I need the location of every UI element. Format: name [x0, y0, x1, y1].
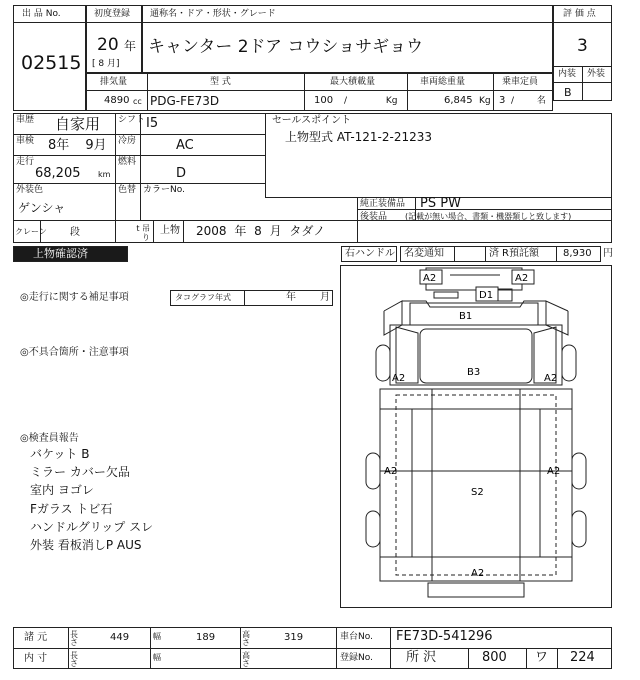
color-no-label: カラーNo.	[143, 185, 185, 195]
mark-label: A2	[384, 466, 398, 477]
mark-label: A2	[423, 273, 437, 284]
capacity-value: 3	[499, 95, 506, 106]
fuel-label: 燃料	[118, 157, 137, 167]
recycle-done: 済	[489, 248, 499, 259]
width-label: 幅	[153, 653, 161, 662]
report-line: 室内 ヨゴレ	[30, 483, 94, 497]
mark-label: B3	[467, 367, 481, 378]
mark-label: A2	[515, 273, 529, 284]
reg-year: 20	[97, 35, 119, 55]
reg-kana: ワ	[535, 650, 549, 665]
max-load-label: 最大積載量	[330, 77, 376, 87]
interior-grade: B	[564, 86, 572, 99]
color-change-label: 色替	[118, 185, 137, 195]
report-line: ミラー カバー欠品	[30, 465, 130, 479]
recycle-unit: 円	[603, 248, 613, 259]
tachograph-month: 月	[320, 292, 330, 303]
model-value: PDG-FE73D	[150, 94, 220, 108]
car-name: キャンター 2ドア コウショサギョウ	[148, 37, 424, 57]
length-value: 449	[110, 632, 130, 643]
dims-label: 諸 元	[24, 632, 48, 643]
mark-label: A2	[471, 568, 485, 579]
length-label: 長さ	[70, 630, 78, 647]
mark-label: A2	[544, 373, 558, 384]
first-reg-label: 初度登録	[94, 9, 131, 19]
lot-label: 出 品 No.	[22, 9, 61, 19]
ownership-label: 名変通知	[404, 248, 444, 259]
equipment-value: PS PW	[420, 196, 461, 211]
height-label: 高さ	[242, 630, 250, 647]
gross-weight-value: 6,845	[444, 95, 473, 106]
capacity-label: 乗車定員	[502, 77, 539, 87]
score-value: 3	[577, 36, 588, 56]
inspection-value: 8年 9月	[48, 138, 107, 153]
width-label: 幅	[153, 632, 161, 641]
mark-label: A2	[547, 466, 561, 477]
report-line: バケット B	[30, 447, 90, 461]
mileage-value: 68,205	[35, 166, 81, 181]
gross-weight-label: 車両総重量	[420, 77, 466, 87]
tachograph-label: タコグラフ年式	[175, 293, 231, 302]
sales-point-label: セールスポイント	[272, 115, 352, 126]
shift-value: I5	[146, 116, 159, 131]
capacity-unit: / 名	[511, 96, 546, 106]
car-name-label: 通称名・ドア・形状・グレード	[150, 9, 276, 19]
chassis-number: FE73D-541296	[396, 629, 493, 644]
reg-label: 登録No.	[340, 653, 373, 663]
interior-label: 内装	[558, 69, 577, 79]
width-value: 189	[196, 632, 216, 643]
displacement-label: 排気量	[100, 77, 128, 87]
length-label: 長さ	[70, 651, 78, 668]
reg-year-unit: 年	[124, 39, 137, 53]
reg-class: 800	[482, 650, 507, 665]
exterior-label: 外装	[587, 69, 606, 79]
truck-damage-diagram	[340, 265, 612, 608]
aircon-value: AC	[176, 138, 194, 153]
mark-label: S2	[471, 487, 484, 498]
banner-text: 上物確認済	[33, 247, 88, 260]
inspector-report-label: ◎検査員報告	[20, 433, 79, 444]
equipment-label: 純正装備品	[360, 199, 406, 209]
aircon-label: 冷房	[118, 136, 137, 146]
report-line: ハンドルグリップ スレ	[30, 520, 154, 534]
chassis-label: 車台No.	[340, 632, 373, 642]
displacement-value: 4890	[104, 95, 130, 106]
fuel-value: D	[176, 166, 187, 181]
sales-point-text: 上物型式 AT-121-2-21233	[285, 130, 433, 144]
history-label: 車歴	[16, 115, 35, 125]
interior-dims-label: 内 寸	[24, 653, 48, 664]
defects-label: ◎不具合箇所・注意事項	[20, 347, 129, 358]
height-label: 高さ	[242, 651, 250, 668]
aftermarket-label: 後装品	[360, 212, 388, 222]
model-label: 型 式	[210, 77, 231, 87]
steering-value: 右ハンドル	[345, 248, 395, 259]
ext-color-value: ゲンシャ	[18, 201, 66, 215]
recycle-deposit-label: R預託額	[502, 248, 539, 259]
report-line: Fガラス トビ石	[30, 502, 113, 516]
shift-label: シフト	[118, 115, 146, 125]
displacement-unit: cc	[133, 97, 142, 106]
history-value: 自家用	[55, 115, 101, 133]
reg-number: 224	[570, 650, 595, 665]
tachograph-year: 年	[286, 292, 296, 303]
mark-label: D1	[479, 290, 494, 301]
max-load-value: 100	[314, 95, 334, 106]
ext-color-label: 外装色	[16, 185, 44, 195]
crane-step-label: 段	[70, 227, 80, 238]
body-label: 上物	[160, 225, 180, 236]
max-load-unit: / Kg	[344, 96, 398, 106]
report-line: 外装 看板消しP AUS	[30, 538, 142, 552]
recycle-amount: 8,930	[563, 248, 592, 259]
mark-label: B1	[459, 311, 473, 322]
score-label: 評 価 点	[563, 9, 596, 19]
lot-number: 02515	[21, 52, 82, 74]
body-value: 2008 年 8 月 タダノ	[196, 224, 326, 238]
crane-label: クレーン	[15, 227, 47, 236]
reg-month: [ 8 月]	[92, 59, 120, 69]
aftermarket-note: (記載が無い場合、書類・機器類しと致します)	[405, 212, 572, 221]
inspection-label: 車検	[16, 136, 35, 146]
driving-notes-label: ◎走行に関する補足事項	[20, 292, 129, 303]
reg-area: 所 沢	[406, 650, 437, 665]
gross-weight-unit: Kg	[479, 96, 491, 106]
mileage-unit: km	[98, 170, 111, 179]
crane-ton-label: t 吊り	[136, 224, 150, 242]
mark-label: A2	[392, 373, 406, 384]
mileage-label: 走行	[16, 157, 35, 167]
height-value: 319	[284, 632, 304, 643]
